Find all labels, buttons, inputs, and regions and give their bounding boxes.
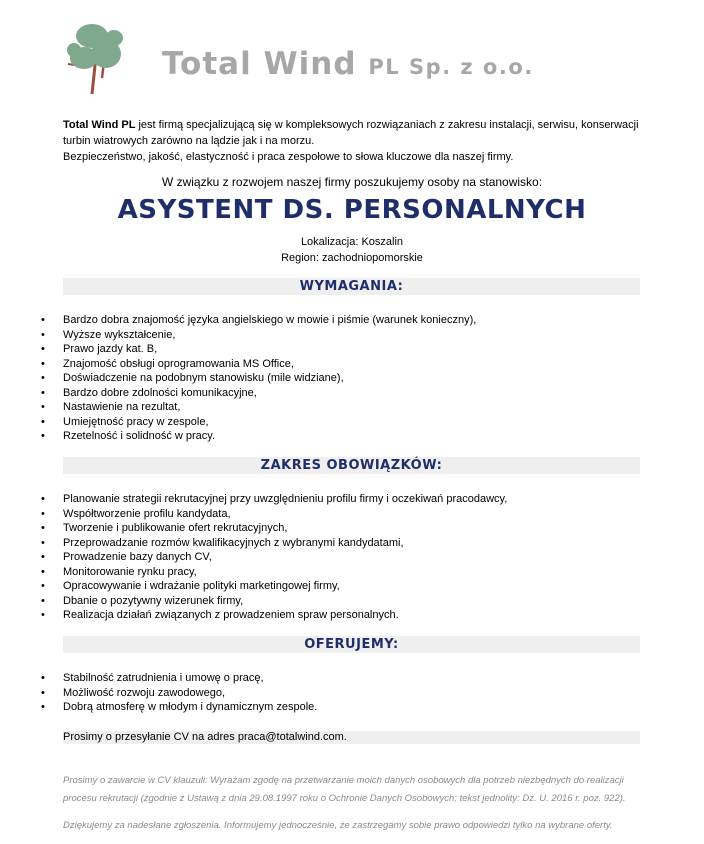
company-intro xyxy=(63,117,643,165)
job-location: Lokalizacja: Koszalin xyxy=(300,236,404,248)
list-item xyxy=(41,507,640,522)
list-item xyxy=(41,521,640,536)
list-item xyxy=(41,700,640,715)
requirements-list xyxy=(41,313,640,444)
duties-list xyxy=(41,492,640,623)
list-item xyxy=(41,579,640,594)
intro-line1-rest: jest firmą specjalizującą się w kompleksowych rozwiązaniach z zakresu instalacji, serwisu, konserwacji turbin wiatrowych zarówno na lądzie jak i na morzu. xyxy=(63,119,639,147)
list-item-text: Doświadczenie na podobnym stanowisku (mile widziane), xyxy=(63,372,344,384)
list-item xyxy=(41,594,640,609)
list-item xyxy=(41,342,640,357)
list-item xyxy=(41,400,640,415)
company-name: Total Wind PL xyxy=(63,119,136,131)
list-item-text: Dbanie o pozytywny wizerunek firmy, xyxy=(63,594,244,607)
tree-logo-icon xyxy=(62,16,162,96)
offer-heading: OFERUJEMY: xyxy=(63,636,640,653)
list-item-text: Bardzo dobra znajomość języka angielskiego w mowie i piśmie (warunek konieczny), xyxy=(63,314,477,326)
thanks-note: Dziękujemy za nadesłane zgłoszenia. Informujemy jednocześnie, że zastrzegamy sobie prawo odpowiedzi tylko na wybrane oferty. xyxy=(63,820,613,831)
list-item xyxy=(41,671,640,686)
job-meta xyxy=(0,234,704,266)
list-item-text: Przeprowadzanie rozmów kwalifikacyjnych z wybranymi kandydatami, xyxy=(63,536,404,549)
contact-line: Prosimy o przesyłanie CV na adres praca@totalwind.com. xyxy=(63,731,640,744)
lead-text: W związku z rozwojem naszej firmy poszukujemy osoby na stanowisko: xyxy=(161,175,543,189)
list-item xyxy=(41,565,640,580)
job-title: ASYSTENT DS. PERSONALNYCH xyxy=(117,195,587,225)
intro-line1 xyxy=(63,117,643,149)
list-item-text: Monitorowanie rynku pracy, xyxy=(63,565,197,578)
offer-list xyxy=(41,671,640,715)
job-region: Region: zachodniopomorskie xyxy=(281,252,423,264)
list-item-text: Rzetelność i solidność w pracy. xyxy=(63,430,216,442)
duties-heading: ZAKRES OBOWIĄZKÓW: xyxy=(63,457,640,474)
requirements-heading: WYMAGANIA: xyxy=(63,278,640,295)
list-item xyxy=(41,357,640,372)
list-item-text: Planowanie strategii rekrutacyjnej przy uwzględnieniu profilu firmy i oczekiwań pracodawcy, xyxy=(63,493,508,505)
list-item xyxy=(41,386,640,401)
list-item xyxy=(41,492,640,507)
list-item-text: Nastawienie na rezultat, xyxy=(63,401,181,413)
list-item-text: Prawo jazdy kat. B, xyxy=(63,343,158,355)
list-item-text: Dobrą atmosferę w młodym i dynamicznym zespole. xyxy=(63,701,318,713)
company-logo xyxy=(62,16,642,96)
list-item xyxy=(41,686,640,701)
list-item-text: Wyższe wykształcenie, xyxy=(63,328,176,341)
list-item-text: Prowadzenie bazy danych CV, xyxy=(63,551,212,563)
list-item xyxy=(41,550,640,565)
list-item-text: Tworzenie i publikowanie ofert rekrutacyjnych, xyxy=(63,522,288,534)
list-item-text: Znajomość obsługi oprogramowania MS Office, xyxy=(63,357,294,370)
list-item xyxy=(41,328,640,343)
list-item xyxy=(41,313,640,328)
list-item xyxy=(41,371,640,386)
logo-suffix: PL Sp. z o.o. xyxy=(368,55,534,79)
list-item xyxy=(41,608,640,623)
logo-wordmark xyxy=(162,46,534,82)
list-item-text: Możliwość rozwoju zawodowego, xyxy=(63,686,226,699)
list-item-text: Opracowywanie i wdrażanie polityki marketingowej firmy, xyxy=(63,580,340,592)
logo-name: Total Wind xyxy=(162,46,357,82)
list-item-text: Stabilność zatrudnienia i umowę o pracę, xyxy=(63,672,264,684)
list-item-text: Realizacja działań związanych z prowadzeniem spraw personalnych. xyxy=(63,609,399,621)
list-item xyxy=(41,429,640,444)
list-item-text: Bardzo dobre zdolności komunikacyjne, xyxy=(63,386,257,399)
list-item-text: Umiejętność pracy w zespole, xyxy=(63,415,209,428)
list-item xyxy=(41,536,640,551)
list-item-text: Współtworzenie profilu kandydata, xyxy=(63,507,231,520)
consent-note: Prosimy o zawarcie w CV klauzuli: Wyrażam zgodę na przetwarzanie moich danych osobowych dla potrzeb niezbędnych do realizacji procesu rekrutacji (zgodnie z Ustawą z dnia 29.08.1997 roku o Ochronie Danych Osobowych; tekst jednolity: Dz. U. 2016 r. poz. 922). xyxy=(63,775,626,804)
list-item xyxy=(41,415,640,430)
intro-line2: Bezpieczeństwo, jakość, elastyczność i praca zespołowe to słowa kluczowe dla naszej firmy. xyxy=(63,151,514,163)
